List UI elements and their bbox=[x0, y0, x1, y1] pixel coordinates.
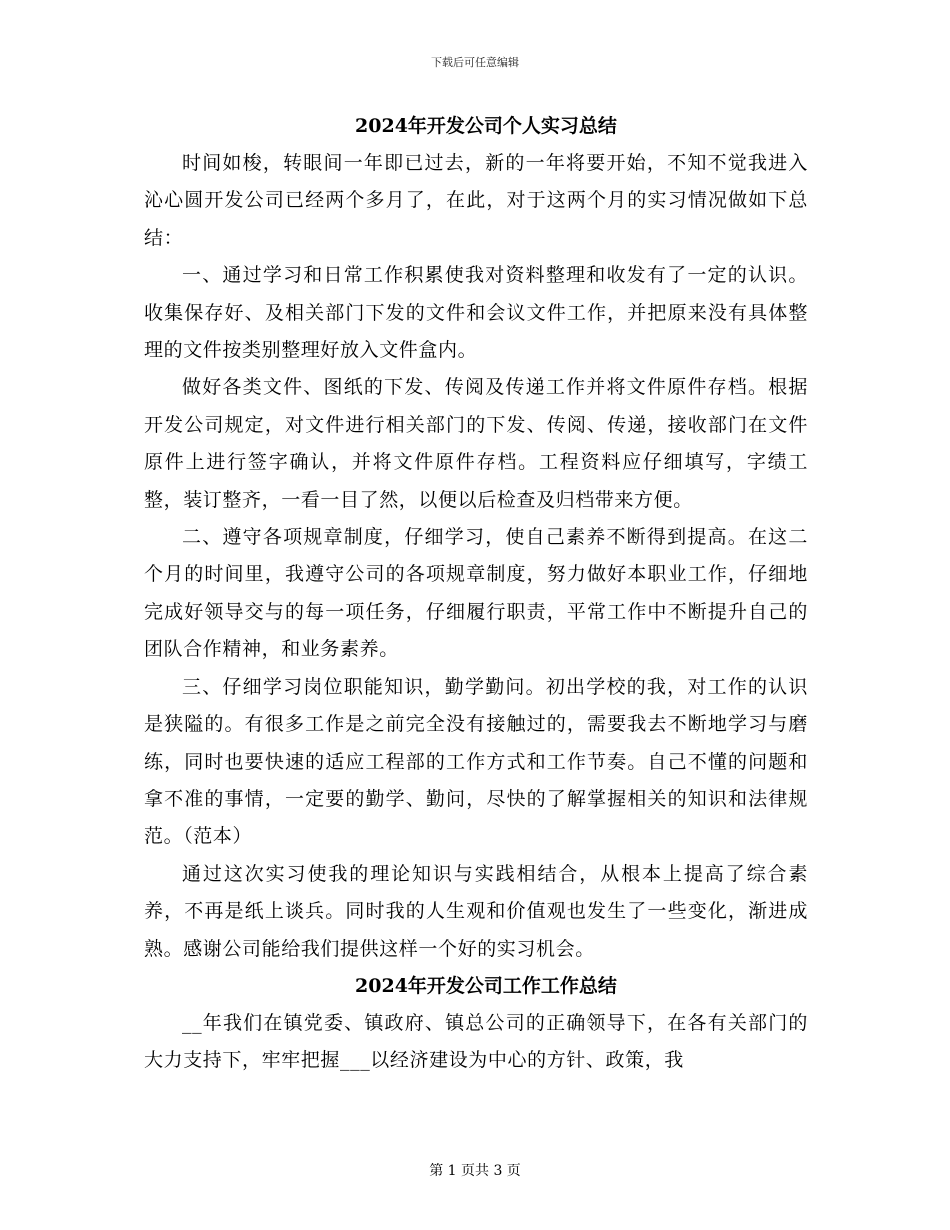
document-body bbox=[144, 108, 808, 1080]
section-title: 2024年开发公司工作工作总结 bbox=[355, 974, 617, 997]
paragraph: 通过这次实习使我的理论知识与实践相结合，从根本上提高了综合素养，不再是纸上谈兵。同时我的人生观和价值观也发生了一些变化，渐进成熟。感谢公司能给我们提供这样一个好的实习机会。 bbox=[144, 862, 808, 960]
paragraph: 三、仔细学习岗位职能知识，勤学勤问。初出学校的我，对工作的认识是狭隘的。有很多工作是之前完全没有接触过的，需要我去不断地学习与磨练，同时也要快速的适应工程部的工作方式和工作节奏。自己不懂的问题和拿不准的事情，一定要的勤学、勤问，尽快的了解掌握相关的知识和法律规范。（范本） bbox=[144, 675, 808, 848]
paragraph: __年我们在镇党委、镇政府、镇总公司的正确领导下，在各有关部门的大力支持下，牢牢把握___以经济建设为中心的方针、政策，我 bbox=[144, 1011, 808, 1072]
paragraph: 二、遵守各项规章制度，仔细学习，使自己素养不断得到提高。在这二个月的时间里，我遵守公司的各项规章制度，努力做好本职业工作，仔细地完成好领导交与的每一项任务，仔细履行职责，平常工作中不断提升自己的团队合作精神，和业务素养。 bbox=[144, 526, 808, 661]
paragraph: 一、通过学习和日常工作积累使我对资料整理和收发有了一定的认识。收集保存好、及相关部门下发的文件和会议文件工作，并把原来没有具体整理的文件按类别整理好放入文件盒内。 bbox=[144, 264, 808, 362]
page-number: 第 1 页共 3 页 bbox=[429, 1163, 521, 1179]
paragraph: 时间如梭，转眼间一年即已过去，新的一年将要开始，不知不觉我进入沁心圆开发公司已经两个多月了，在此，对于这两个月的实习情况做如下总结： bbox=[144, 152, 808, 249]
paragraph: 做好各类文件、图纸的下发、传阅及传递工作并将文件原件存档。根据开发公司规定，对文件进行相关部门的下发、传阅、传递，接收部门在文件原件上进行签字确认，并将文件原件存档。工程资料应仔细填写，字绩工整，装订整齐，一看一目了然，以便以后检查及归档带来方便。 bbox=[144, 376, 808, 511]
section-title: 2024年开发公司个人实习总结 bbox=[355, 115, 617, 137]
header-note: 下载后可任意编辑 bbox=[431, 56, 519, 69]
